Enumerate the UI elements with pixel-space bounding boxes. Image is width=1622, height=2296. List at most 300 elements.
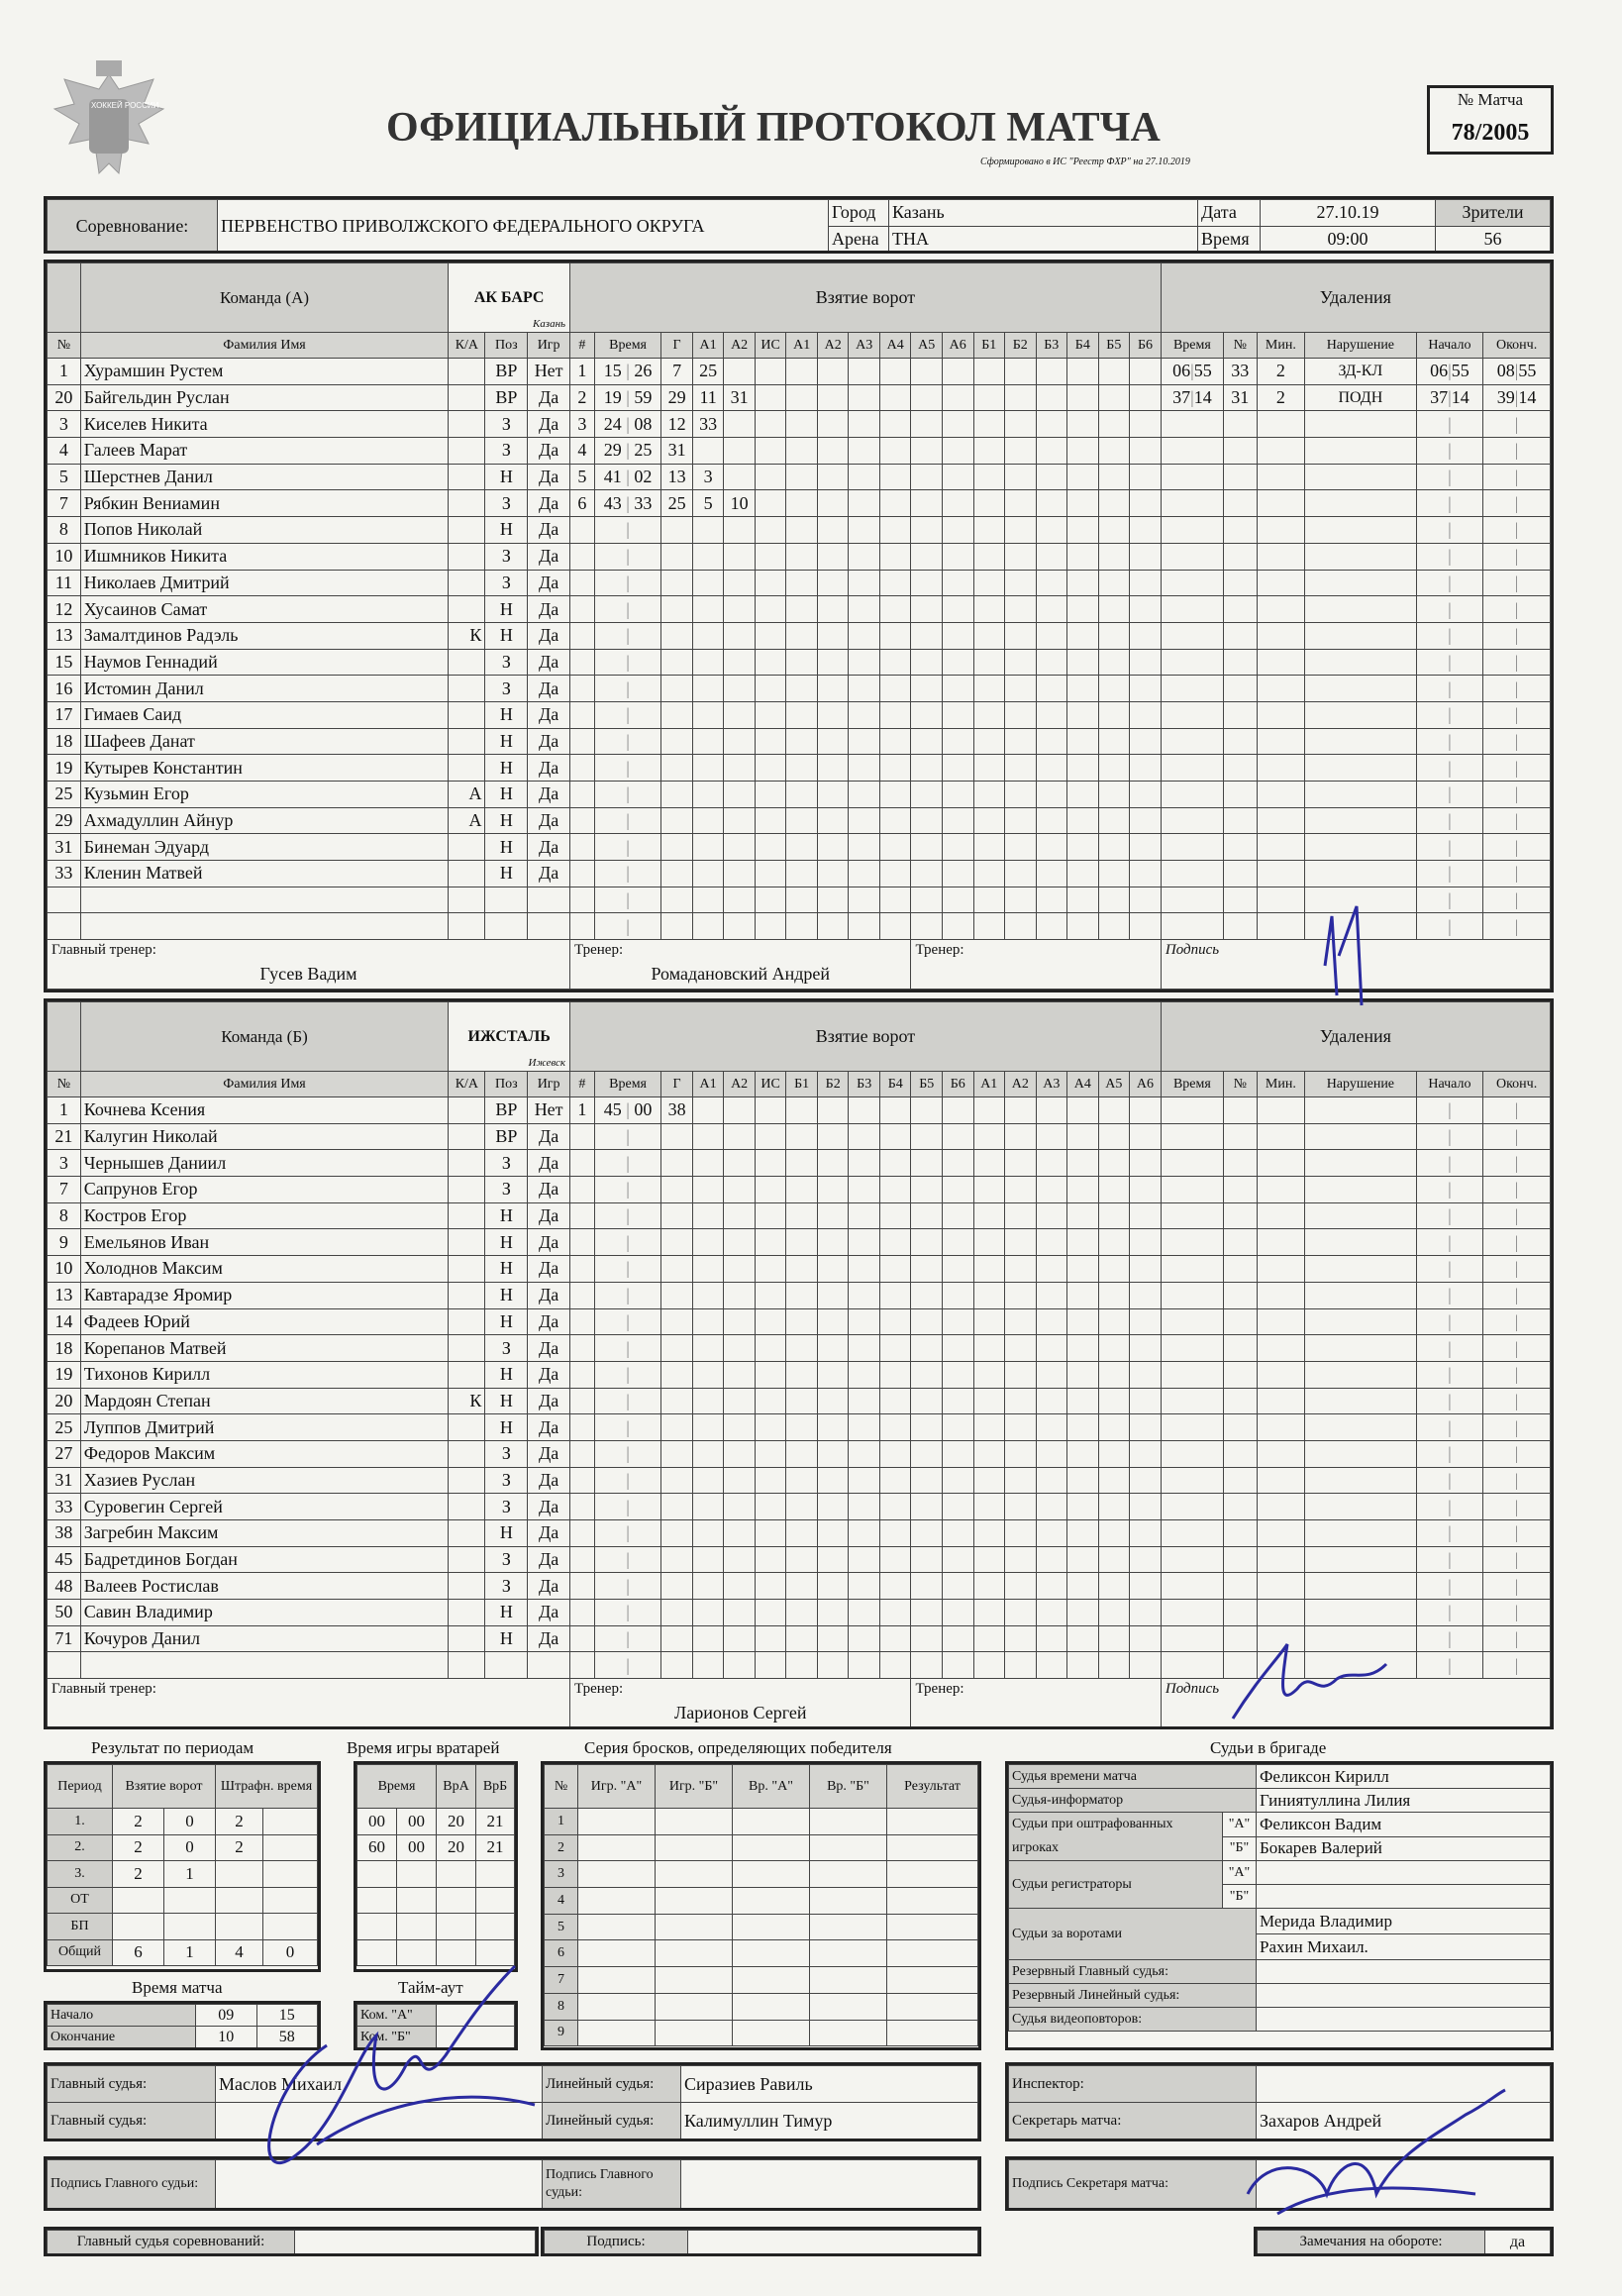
- team_b-player-row: 19 Тихонов Кирилл Н Да | | |: [48, 1361, 1551, 1388]
- match-number-box: [1427, 85, 1554, 155]
- team_b-pen-title: Удаления: [1161, 1002, 1550, 1072]
- player-role: А: [449, 782, 485, 808]
- player-name: Шафеев Данат: [80, 728, 449, 755]
- judges-table: [1005, 1761, 1554, 2050]
- player-number: 17: [48, 701, 81, 728]
- arena-label: Арена: [829, 226, 889, 253]
- team_b-name: ИЖСТАЛЬ: [467, 1027, 551, 1045]
- goal-index: 1: [570, 359, 595, 385]
- player-name: Бадретдинов Богдан: [80, 1546, 449, 1573]
- player-name: Истомин Данил: [80, 676, 449, 702]
- player-number: 71: [48, 1625, 81, 1652]
- team_b-roster-header: №: [48, 1072, 81, 1097]
- judge-time: Феликсон Кирилл: [1257, 1765, 1551, 1789]
- team_b-roster-header: Поз: [485, 1072, 528, 1097]
- goal-time-min: 29: [603, 440, 622, 461]
- city-value: Казань: [889, 200, 1198, 227]
- player-role: [449, 1308, 485, 1335]
- team_a-player-row: 1 Хурамшин Рустем ВР Нет 1 15 | 26 7 25 06|55 33 2 ЗД-КЛ 06|55 08|55: [48, 359, 1551, 385]
- period-cell: 0: [164, 1809, 216, 1835]
- shootout-row: [545, 2020, 978, 2046]
- player-number: 29: [48, 807, 81, 834]
- player-role: [449, 701, 485, 728]
- player-played: Да: [528, 517, 570, 544]
- player-role: К: [449, 622, 485, 649]
- period-cell: 2.: [48, 1834, 113, 1861]
- player-played: Да: [528, 834, 570, 861]
- timeout-title: Тайм-аут: [398, 1978, 463, 1997]
- player-role: [449, 1335, 485, 1362]
- reg-b-tag: "Б": [1223, 1885, 1257, 1909]
- goal-judges-label: Судьи за воротами: [1009, 1909, 1257, 1960]
- player-played: Да: [528, 728, 570, 755]
- gk-row: [357, 1914, 515, 1940]
- team_a-goal-header: А6: [942, 333, 973, 359]
- team_b-coach-label: Главный тренер:: [51, 1681, 156, 1698]
- shootout-index: 2: [545, 1834, 578, 1861]
- team_a-goal-header: А2: [724, 333, 756, 359]
- team_a-player-row: 16 Истомин Данил З Да | | |: [48, 676, 1551, 702]
- team_a-player-row: 10 Ишмников Никита З Да | | |: [48, 543, 1551, 570]
- goal-assist-1: 3: [692, 464, 724, 490]
- goal-index: 5: [570, 464, 595, 490]
- secretary-label: Секретарь матча:: [1009, 2103, 1257, 2139]
- goal-index: 6: [570, 490, 595, 517]
- secretary-name: Захаров Андрей: [1257, 2103, 1551, 2139]
- player-position: ВР: [485, 1123, 528, 1150]
- player-position: Н: [485, 728, 528, 755]
- gk-header-b: ВрБ: [476, 1765, 515, 1809]
- time-value: 09:00: [1261, 226, 1436, 253]
- team_a-name: АК БАРС: [473, 288, 545, 306]
- player-number: 45: [48, 1546, 81, 1573]
- player-played: Да: [528, 1177, 570, 1203]
- player-number: 3: [48, 411, 81, 438]
- player-position: Н: [485, 1256, 528, 1283]
- spectators-label: Зрители: [1436, 200, 1551, 227]
- periods-title: Результат по периодам: [91, 1738, 254, 1757]
- match-number-label: № Матча: [1457, 90, 1524, 109]
- team_a-player-row: | | |: [48, 913, 1551, 940]
- player-played: Да: [528, 1573, 570, 1600]
- team_b-player-row: 1 Кочнева Ксения ВР Нет 1 45 | 00 38 | |: [48, 1097, 1551, 1124]
- player-position: З: [485, 1467, 528, 1494]
- match-start-m: 15: [256, 2005, 318, 2027]
- team_b-player-row: 21 Калугин Николай ВР Да | | |: [48, 1123, 1551, 1150]
- period-cell: 6: [113, 1939, 164, 1966]
- pen-time-sec: 55: [1193, 361, 1212, 381]
- player-position: Н: [485, 861, 528, 887]
- goal-scorer: 25: [661, 490, 693, 517]
- period-cell: Общий: [48, 1939, 113, 1966]
- player-role: [449, 1520, 485, 1547]
- period-row: [48, 1887, 318, 1914]
- team_b-goal-header: ИС: [755, 1072, 786, 1097]
- team_b-pen-header: Нарушение: [1305, 1072, 1417, 1097]
- line-judge-1: Сиразиев Равиль: [681, 2066, 978, 2103]
- shootout-title: Серия бросков, определяющих победителя: [584, 1738, 892, 1757]
- shootout-row: [545, 1967, 978, 1994]
- player-played: Да: [528, 755, 570, 782]
- gk-row: [357, 1887, 515, 1914]
- player-name: Сапрунов Егор: [80, 1177, 449, 1203]
- periods-table: [44, 1761, 321, 1972]
- player-role: [449, 728, 485, 755]
- team_a-player-row: 17 Гимаев Саид Н Да | | |: [48, 701, 1551, 728]
- player-role: [449, 1494, 485, 1520]
- player-role: [449, 359, 485, 385]
- team_a-pen-header: Время: [1161, 333, 1223, 359]
- team_a-goal-header: А5: [911, 333, 943, 359]
- team_a-pen-title: Удаления: [1161, 263, 1550, 333]
- team_a-player-row: 7 Рябкин Вениамин З Да 6 43 | 33 25 5 10 | |: [48, 490, 1551, 517]
- pen-start-sec: 55: [1451, 361, 1470, 381]
- team_a-goals-title: Взятие ворот: [570, 263, 1162, 333]
- pen-minutes: 2: [1257, 359, 1304, 385]
- player-played: Да: [528, 782, 570, 808]
- team_a-player-row: 12 Хусаинов Самат Н Да | | |: [48, 596, 1551, 623]
- goal-assist-1: 5: [692, 490, 724, 517]
- player-name: Гимаев Саид: [80, 701, 449, 728]
- goal-assist-2: [724, 1097, 756, 1124]
- player-number: 38: [48, 1520, 81, 1547]
- shootout-header: Игр. "Б": [656, 1765, 733, 1809]
- player-number: 5: [48, 464, 81, 490]
- team_a-goal-header: #: [570, 333, 595, 359]
- player-position: Н: [485, 1229, 528, 1256]
- video-judge-label: Судья видеоповторов:: [1009, 2008, 1257, 2032]
- team_b-pen-header: №: [1223, 1072, 1257, 1097]
- period-cell: [263, 1834, 318, 1861]
- player-position: Н: [485, 1282, 528, 1308]
- gk-cell: 20: [437, 1834, 476, 1861]
- shootout-index: 7: [545, 1967, 578, 1994]
- player-role: [449, 834, 485, 861]
- pen-start-min: 37: [1430, 387, 1449, 408]
- player-position: Н: [485, 1600, 528, 1626]
- goal-time-sec: 08: [634, 413, 653, 434]
- team_a-player-row: 8 Попов Николай Н Да | | |: [48, 517, 1551, 544]
- player-number: 31: [48, 1467, 81, 1494]
- shootout-row: [545, 1993, 978, 2020]
- team_b-player-row: 71 Кочуров Данил Н Да | | |: [48, 1625, 1551, 1652]
- team_b-goals-title: Взятие ворот: [570, 1002, 1162, 1072]
- info-bar: [44, 196, 1554, 254]
- player-position: З: [485, 543, 528, 570]
- team_b-goal-header: Б4: [879, 1072, 911, 1097]
- player-number: 20: [48, 384, 81, 411]
- match-end-h: 10: [196, 2027, 257, 2048]
- player-role: [449, 1440, 485, 1467]
- goal-assist-2: 10: [724, 490, 756, 517]
- reg-a-tag: "А": [1223, 1861, 1257, 1885]
- match-start-h: 09: [196, 2005, 257, 2027]
- gk-cell: 20: [437, 1809, 476, 1835]
- period-cell: 2: [113, 1809, 164, 1835]
- goal-time-min: 45: [603, 1099, 622, 1120]
- period-cell: 1: [164, 1861, 216, 1888]
- main-judges-box: [44, 2062, 981, 2141]
- team_b-player-row: 38 Загребин Максим Н Да | | |: [48, 1520, 1551, 1547]
- goal-time-sec: 25: [634, 440, 653, 461]
- goal-scorer: 31: [661, 438, 693, 465]
- shootout-index: 4: [545, 1888, 578, 1915]
- player-number: 10: [48, 543, 81, 570]
- team_b-roster-header: Фамилия Имя: [80, 1072, 449, 1097]
- player-role: [449, 1361, 485, 1388]
- team_a-coach2-label: Тренер:: [574, 942, 624, 959]
- player-number: 8: [48, 517, 81, 544]
- player-name: Федоров Максим: [80, 1440, 449, 1467]
- player-played: Да: [528, 622, 570, 649]
- period-cell: [263, 1861, 318, 1888]
- period-cell: [113, 1887, 164, 1914]
- team_b-roster-header: К/А: [449, 1072, 485, 1097]
- player-played: Да: [528, 438, 570, 465]
- shootout-table: [541, 1761, 981, 2050]
- team_a-player-row: 20 Байгельдин Руслан ВР Да 2 19 | 59 29 11 31 37|14 31 2 ПОДН 37|14 39|14: [48, 384, 1551, 411]
- team_b-goal-header: Б6: [942, 1072, 973, 1097]
- player-role: [449, 1414, 485, 1441]
- player-number: 50: [48, 1600, 81, 1626]
- player-name: Фадеев Юрий: [80, 1308, 449, 1335]
- team_a-player-row: 4 Галеев Марат З Да 4 29 | 25 31 | |: [48, 438, 1551, 465]
- goal-index: 1: [570, 1097, 595, 1124]
- shootout-header: Вр. "Б": [810, 1765, 887, 1809]
- team_a-goal-header: Б2: [1005, 333, 1037, 359]
- team_a-goal-header: А1: [692, 333, 724, 359]
- team_a-goal-header: Г: [661, 333, 693, 359]
- player-number: 31: [48, 834, 81, 861]
- player-played: Нет: [528, 1097, 570, 1124]
- team_b-player-row: 20 Мардоян Степан К Н Да | | |: [48, 1388, 1551, 1414]
- player-name: Кутырев Константин: [80, 755, 449, 782]
- team_a-pen-header: Мин.: [1257, 333, 1304, 359]
- player-name: Кленин Матвей: [80, 861, 449, 887]
- team_b-pen-header: Время: [1161, 1072, 1223, 1097]
- shootout-index: 3: [545, 1861, 578, 1888]
- player-role: [449, 1546, 485, 1573]
- pen-end-sec: 55: [1518, 361, 1537, 381]
- player-name: Бинеман Эдуард: [80, 834, 449, 861]
- player-role: [449, 1625, 485, 1652]
- judge-informer-label: Судья-информатор: [1009, 1789, 1257, 1813]
- team_a-coach-label: Главный тренер:: [51, 942, 156, 959]
- goal-scorer: 12: [661, 411, 693, 438]
- gk-cell: 00: [357, 1809, 397, 1835]
- team_b-player-row: 33 Суровегин Сергей З Да | | |: [48, 1494, 1551, 1520]
- shootout-row: [545, 1888, 978, 1915]
- player-position: З: [485, 1335, 528, 1362]
- team_a-label: Команда (А): [80, 263, 449, 333]
- penbox-judges-label: Судьи при оштрафованных игроках: [1009, 1813, 1223, 1861]
- team_a-pen-header: Нарушение: [1305, 333, 1417, 359]
- team_b-player-row: 27 Федоров Максим З Да | | |: [48, 1440, 1551, 1467]
- goal-judge-1: Мерида Владимир: [1257, 1909, 1551, 1934]
- player-role: [449, 1282, 485, 1308]
- player-number: 19: [48, 1361, 81, 1388]
- gk-time-table: [354, 1761, 518, 1972]
- team_a-player-row: 5 Шерстнев Данил Н Да 5 41 | 02 13 3 | |: [48, 464, 1551, 490]
- city-label: Город: [829, 200, 889, 227]
- player-played: Да: [528, 1520, 570, 1547]
- player-name: Хазиев Руслан: [80, 1467, 449, 1494]
- team_a-table: [47, 262, 1551, 990]
- player-number: 18: [48, 1335, 81, 1362]
- player-number: 1: [48, 359, 81, 385]
- player-number: 1: [48, 1097, 81, 1124]
- sign-main-box: [44, 2156, 981, 2211]
- player-name: Тихонов Кирилл: [80, 1361, 449, 1388]
- team_a-goal-header: Б5: [1098, 333, 1130, 359]
- player-played: Да: [528, 1282, 570, 1308]
- team_a-goal-header: Б3: [1036, 333, 1067, 359]
- competition-name: ПЕРВЕНСТВО ПРИВОЛЖСКОГО ФЕДЕРАЛЬНОГО ОКРУГА: [218, 200, 829, 253]
- goal-scorer: 13: [661, 464, 693, 490]
- period-row: [48, 1861, 318, 1888]
- player-number: 11: [48, 570, 81, 596]
- team_b-goal-header: А5: [1098, 1072, 1130, 1097]
- pen-minutes: 2: [1257, 384, 1304, 411]
- shootout-header: Вр. "А": [733, 1765, 810, 1809]
- penbox-b-judge: Бокарев Валерий: [1257, 1836, 1551, 1861]
- timeout-table: [354, 2001, 518, 2050]
- team_b-goal-header: А3: [1036, 1072, 1067, 1097]
- gk-row: [357, 1939, 515, 1966]
- goal-assist-1: 25: [692, 359, 724, 385]
- player-name: Рябкин Вениамин: [80, 490, 449, 517]
- player-played: Да: [528, 464, 570, 490]
- player-role: [449, 464, 485, 490]
- goal-time-min: 19: [603, 387, 622, 408]
- player-played: Да: [528, 596, 570, 623]
- eagle-logo-icon: [45, 54, 173, 193]
- shootout-header: Результат: [887, 1765, 978, 1809]
- gk-cell: 60: [357, 1834, 397, 1861]
- player-name: Холоднов Максим: [80, 1256, 449, 1283]
- player-position: З: [485, 1177, 528, 1203]
- team_b-goal-header: А2: [1005, 1072, 1037, 1097]
- player-played: Да: [528, 543, 570, 570]
- inspector-box: [1005, 2062, 1554, 2141]
- shootout-header: Игр. "А": [578, 1765, 656, 1809]
- team_a-player-row: 18 Шафеев Данат Н Да | | |: [48, 728, 1551, 755]
- player-number: 8: [48, 1202, 81, 1229]
- player-played: Да: [528, 1494, 570, 1520]
- team_b-player-row: 14 Фадеев Юрий Н Да | | |: [48, 1308, 1551, 1335]
- player-role: [449, 1229, 485, 1256]
- match-end-label: Окончание: [48, 2027, 196, 2048]
- player-position: ВР: [485, 384, 528, 411]
- team_b-goal-header: А2: [724, 1072, 756, 1097]
- period-cell: [113, 1914, 164, 1940]
- player-role: [449, 755, 485, 782]
- player-number: 10: [48, 1256, 81, 1283]
- player-name: Наумов Геннадий: [80, 649, 449, 676]
- player-name: Хурамшин Рустем: [80, 359, 449, 385]
- penbox-a-tag: "А": [1223, 1813, 1257, 1837]
- player-role: [449, 649, 485, 676]
- judge-informer: Гиниятуллина Лилия: [1257, 1789, 1551, 1813]
- player-position: Н: [485, 701, 528, 728]
- period-cell: [263, 1914, 318, 1940]
- comp-sign-box: [541, 2227, 981, 2256]
- team_b-goal-header: А6: [1130, 1072, 1162, 1097]
- team_a-player-row: 19 Кутырев Константин Н Да | | |: [48, 755, 1551, 782]
- period-cell: [263, 1809, 318, 1835]
- shootout-index: 9: [545, 2020, 578, 2046]
- player-played: Да: [528, 1467, 570, 1494]
- team-b-section: [44, 998, 1554, 1729]
- player-position: З: [485, 490, 528, 517]
- team_b-goal-header: А4: [1067, 1072, 1099, 1097]
- player-role: [449, 1177, 485, 1203]
- player-number: 19: [48, 755, 81, 782]
- shootout-index: 6: [545, 1940, 578, 1967]
- goal-time-min: 15: [603, 361, 622, 381]
- team_a-roster-header: К/А: [449, 333, 485, 359]
- period-cell: [216, 1914, 263, 1940]
- goal-assist-2: 31: [724, 384, 756, 411]
- player-name: Загребин Максим: [80, 1520, 449, 1547]
- team_a-goal-header: Б6: [1130, 333, 1162, 359]
- team_a-goal-header: Б1: [973, 333, 1005, 359]
- pen-player: 31: [1223, 384, 1257, 411]
- gk-time-title: Время игры вратарей: [347, 1738, 500, 1757]
- period-cell: 2: [216, 1809, 263, 1835]
- goal-time-min: 24: [603, 413, 622, 434]
- player-name: Галеев Марат: [80, 438, 449, 465]
- pen-end-min: 39: [1496, 387, 1515, 408]
- player-played: Да: [528, 1308, 570, 1335]
- player-name: Чернышев Даниил: [80, 1150, 449, 1177]
- team_b-player-row: 8 Костров Егор Н Да | | |: [48, 1202, 1551, 1229]
- player-name: Ахмадуллин Айнур: [80, 807, 449, 834]
- player-number: 48: [48, 1573, 81, 1600]
- pen-start-sec: 14: [1451, 387, 1470, 408]
- player-role: [449, 1202, 485, 1229]
- periods-header-period: Период: [48, 1765, 113, 1809]
- team_b-coach3-label: Тренер:: [915, 1681, 964, 1698]
- shootout-row: [545, 1809, 978, 1835]
- shootout-index: 1: [545, 1809, 578, 1835]
- team_b-coach2-label: Тренер:: [574, 1681, 624, 1698]
- team_b-player-row: 31 Хазиев Руслан З Да | | |: [48, 1467, 1551, 1494]
- player-number: 7: [48, 490, 81, 517]
- team_b-player-row: 45 Бадретдинов Богдан З Да | | |: [48, 1546, 1551, 1573]
- player-number: 25: [48, 1414, 81, 1441]
- team_a-roster-header: Игр: [528, 333, 570, 359]
- player-position: Н: [485, 517, 528, 544]
- player-position: Н: [485, 622, 528, 649]
- remarks-box: [1254, 2227, 1554, 2256]
- player-name: Кочуров Данил: [80, 1625, 449, 1652]
- player-number: 33: [48, 861, 81, 887]
- player-number: 15: [48, 649, 81, 676]
- player-played: Да: [528, 1546, 570, 1573]
- player-role: [449, 543, 485, 570]
- gk-header-time: Время: [357, 1765, 437, 1809]
- period-cell: [216, 1887, 263, 1914]
- goal-index: 4: [570, 438, 595, 465]
- player-name: Кавтарадзе Яромир: [80, 1282, 449, 1308]
- team_b-goal-header: Б5: [911, 1072, 943, 1097]
- player-name: Емельянов Иван: [80, 1229, 449, 1256]
- player-position: Н: [485, 1308, 528, 1335]
- team_b-player-row: 3 Чернышев Даниил З Да | | |: [48, 1150, 1551, 1177]
- goal-scorer: 29: [661, 384, 693, 411]
- team_b-player-row: 50 Савин Владимир Н Да | | |: [48, 1600, 1551, 1626]
